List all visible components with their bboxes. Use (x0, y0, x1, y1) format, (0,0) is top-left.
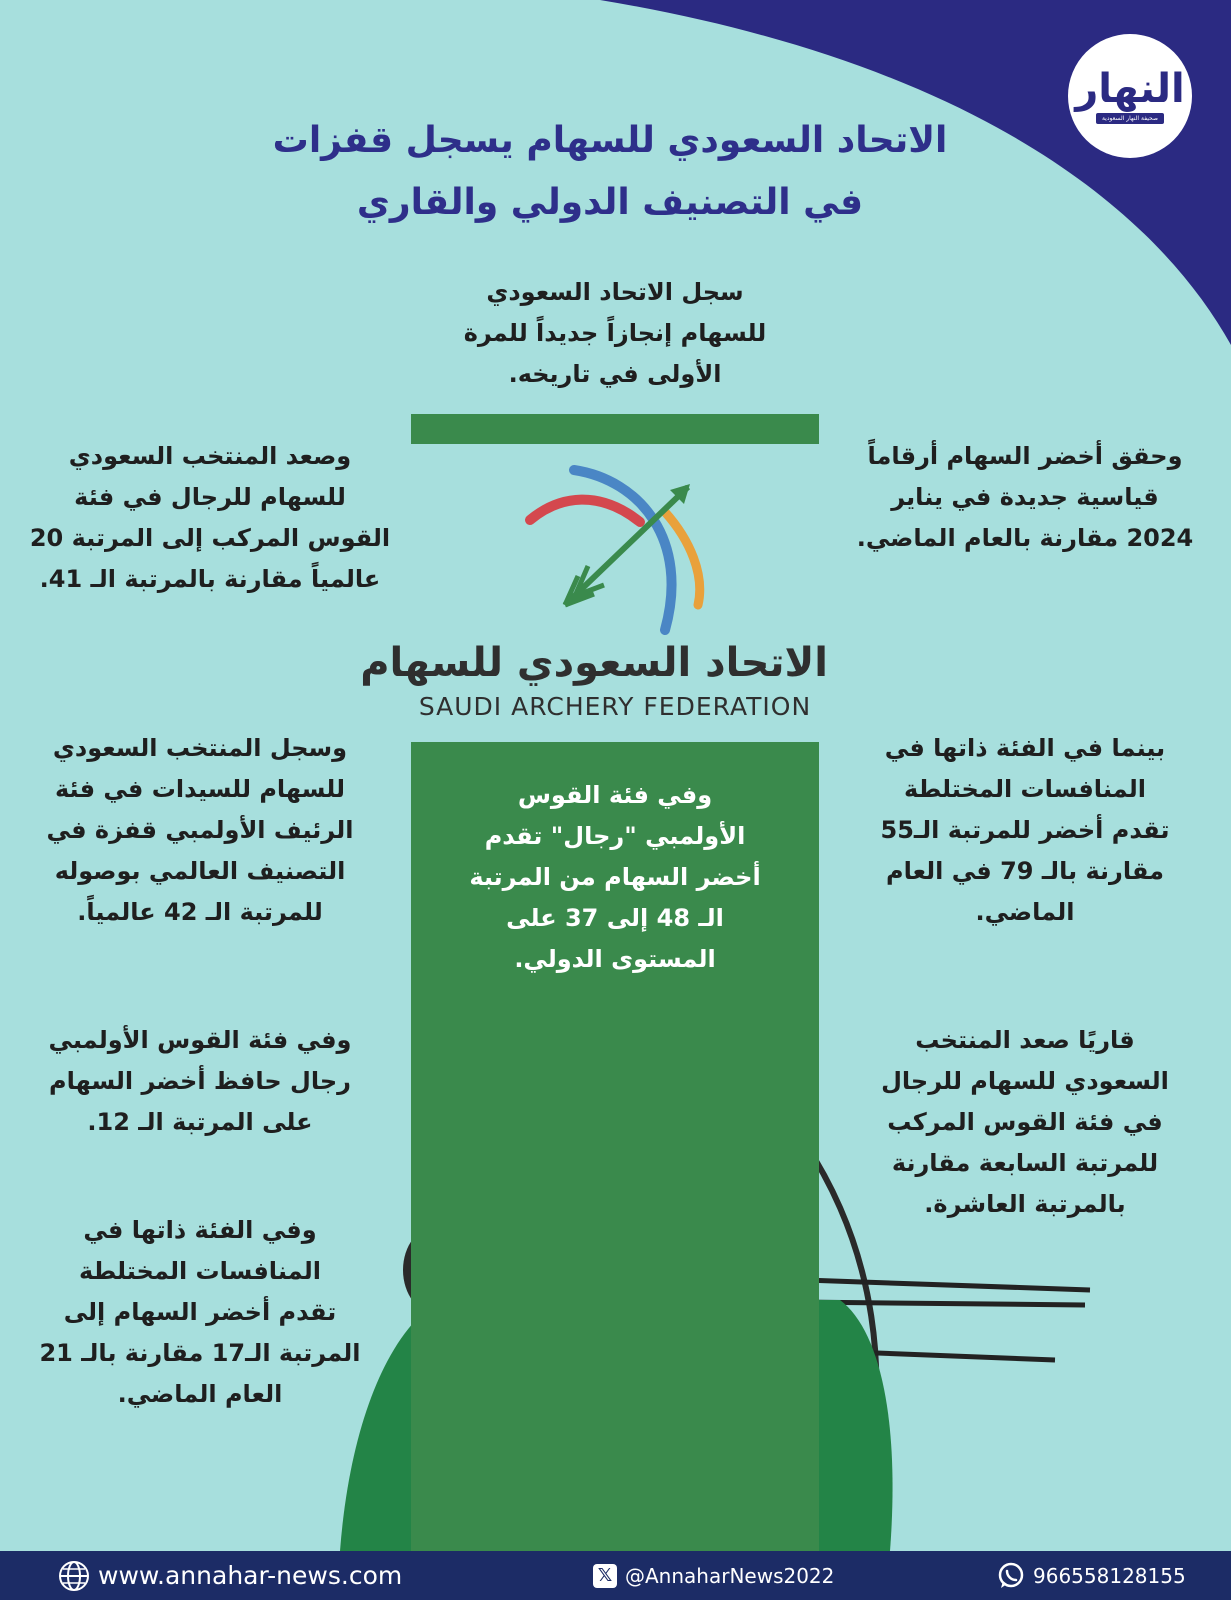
block-left-1 (10, 436, 410, 600)
footer-x[interactable] (593, 1551, 834, 1600)
block-line: الرئيف الأولمبي قفزة في (46, 816, 354, 844)
block-line: في فئة القوس المركب (887, 1108, 1163, 1136)
title-line-2: في التصنيف الدولي والقاري (356, 182, 864, 223)
footer-bar (0, 1551, 1231, 1600)
block-line: وصعد المنتخب السعودي (68, 442, 352, 470)
intro-line: الأولى في تاريخه. (508, 360, 722, 388)
block-line: المنافسات المختلطة (904, 775, 1146, 803)
x-handle[interactable]: @AnnaharNews2022 (625, 1563, 835, 1588)
block-line: وحقق أخضر السهام أرقاماً (867, 442, 1183, 470)
whatsapp-icon (997, 1562, 1025, 1590)
block-line: العام الماضي. (117, 1380, 283, 1408)
block-line: بينما في الفئة ذاتها في (884, 734, 1166, 762)
green-divider-bar (411, 414, 819, 444)
whatsapp-number[interactable]: 966558128155 (1033, 1563, 1186, 1588)
block-left-2 (10, 728, 390, 933)
title-line-1: الاتحاد السعودي للسهام يسجل قفزات (272, 120, 948, 161)
page-title (240, 110, 980, 234)
block-line: الماضي. (975, 898, 1075, 926)
intro-line: سجل الاتحاد السعودي (486, 278, 744, 306)
block-line: المرتبة الـ17 مقارنة بالـ 21 (39, 1339, 361, 1367)
block-line: مقارنة بالـ 79 في العام (886, 857, 1164, 885)
block-center (420, 775, 810, 980)
block-line: وسجل المنتخب السعودي (52, 734, 348, 762)
block-line: بالمرتبة العاشرة. (924, 1190, 1126, 1218)
block-right-1 (830, 436, 1220, 559)
block-line: وفي فئة القوس (517, 781, 713, 809)
block-line: للمرتبة السابعة مقارنة (891, 1149, 1159, 1177)
block-line: 2024 مقارنة بالعام الماضي. (856, 524, 1194, 552)
block-line: على المرتبة الـ 12. (87, 1108, 313, 1136)
block-line: تقدم أخضر للمرتبة الـ55 (880, 816, 1170, 844)
block-line: السعودي للسهام للرجال (881, 1067, 1169, 1095)
block-line: الأولمبي "رجال" تقدم (484, 822, 746, 850)
block-line: المنافسات المختلطة (79, 1257, 321, 1285)
block-line: قياسية جديدة في يناير (891, 483, 1159, 511)
federation-name-arabic: الاتحاد السعودي للسهام (360, 640, 828, 686)
block-line: المستوى الدولي. (514, 945, 716, 973)
block-line: أخضر السهام من المرتبة (469, 863, 761, 891)
federation-emblem-icon (530, 470, 700, 630)
block-line: عالمياً مقارنة بالمرتبة الـ 41. (39, 565, 381, 593)
x-logo-icon: 𝕏 (593, 1564, 617, 1588)
block-line: القوس المركب إلى المرتبة 20 (29, 524, 391, 552)
block-line: للسهام للسيدات في فئة (54, 775, 346, 803)
logo-tagline: صحيفة النهار السعودية (1096, 113, 1164, 124)
footer-website[interactable] (58, 1551, 402, 1600)
block-line: وفي الفئة ذاتها في (83, 1216, 317, 1244)
block-line: للسهام للرجال في فئة (74, 483, 346, 511)
logo-word: النهار (1075, 65, 1185, 112)
block-right-2 (835, 728, 1215, 933)
intro-line: للسهام إنجازاً جديداً للمرة (463, 319, 767, 347)
block-line: الـ 48 إلى 37 على (506, 904, 724, 932)
block-left-4 (10, 1210, 390, 1415)
globe-icon (58, 1560, 90, 1592)
block-line: للمرتبة الـ 42 عالمياً. (77, 898, 323, 926)
intro-text (380, 272, 850, 395)
footer-whatsapp[interactable] (997, 1551, 1186, 1600)
block-left-3 (10, 1020, 390, 1143)
website-link[interactable]: www.annahar-news.com (98, 1561, 403, 1590)
federation-name-english: SAUDI ARCHERY FEDERATION (418, 692, 812, 721)
block-right-3 (835, 1020, 1215, 1225)
annahar-logo (1068, 34, 1192, 158)
block-line: رجال حافظ أخضر السهام (49, 1067, 351, 1095)
block-line: وفي فئة القوس الأولمبي (48, 1026, 352, 1054)
block-line: التصنيف العالمي بوصوله (54, 857, 346, 885)
block-line: قاريًا صعد المنتخب (915, 1026, 1135, 1054)
block-line: تقدم أخضر السهام إلى (63, 1298, 337, 1326)
